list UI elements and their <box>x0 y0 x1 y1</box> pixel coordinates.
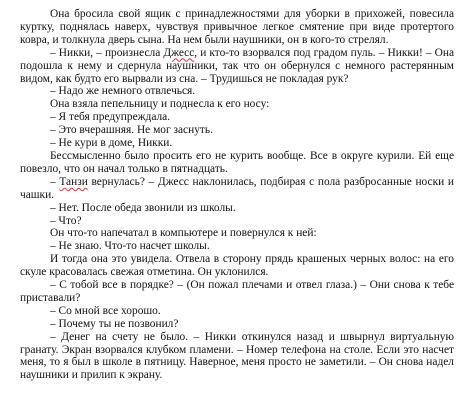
paragraph-2-start: – Никки, – произнесла <box>50 46 164 59</box>
paragraph-10: – Нет. После обеда звонили из школы. <box>50 201 236 214</box>
paragraph-14: И тогда она это увидела. Отвела в сторону прядь крашеных черных волос: на его скуле красовалась свежая отметина. Он уклонился. <box>20 253 454 279</box>
spellcheck-word: Джесс <box>163 46 195 59</box>
paragraph-16: – Со мной все хорошо. <box>50 304 161 317</box>
paragraph-13: – Не знаю. Что-то насчет школы. <box>50 240 210 253</box>
paragraph-17: – Почему ты не позвонил? <box>50 317 179 330</box>
spellcheck-word: Танзи <box>59 175 88 188</box>
paragraph-15: – С тобой все в порядке? – (Он пожал плечами и отвел глаза.) – Они снова к тебе приставали? <box>20 279 454 304</box>
paragraph-18: – Денег на счету не было. – Никки откинулся назад и швырнул виртуальную гранату. Экран взорвался клубком пламени. – Номер телефона на столе. Если это насчет меня, то я был в школе в пятницу. Наверное, меня просто не заметили. – Он снова надел наушники и прилип к экрану. <box>20 330 454 382</box>
paragraph-9 <box>20 176 454 202</box>
paragraph-7: – Не кури в доме, Никки. <box>50 137 173 150</box>
paragraph-12: Он что-то напечатал в компьютере и повернулся к ней: <box>50 227 317 240</box>
paragraph-9-rest: вернулась? – Джесс наклонилась, подбирая с пола разбросанные носки и чашки. <box>20 175 454 201</box>
paragraph-1: Она бросила свой ящик с принадлежностями для уборки в прихожей, повесила куртку, поднялась наверх, чувствуя привычное легкое смятение при виде протертого ковра, и толкнула дверь сына. На нем были наушники, он в кого-то стрелял. <box>20 8 454 46</box>
paragraph-3: – Надо же немного отвлечься. <box>50 85 196 98</box>
paragraph-2 <box>20 47 454 86</box>
paragraph-8: Бессмысленно было просить его не курить вообще. Все в округе курили. Ей еще повезло, что он начал только в пятнадцать. <box>20 149 454 175</box>
paragraph-11: – Что? <box>50 214 82 227</box>
paragraph-6: – Это вчерашняя. Не мог заснуть. <box>50 124 213 137</box>
paragraph-2-rest: , и кто-то взорвался под градом пуль. – Никки! – Она подошла к нему и сдернула наушники, так что он обернулся с немного растерянным видом, как будто его вырвали из сна. – Трудишься не покладая рук? <box>20 46 454 85</box>
paragraph-9-start: – <box>50 175 60 188</box>
paragraph-5: – Я тебя предупреждала. <box>50 111 171 124</box>
paragraph-4: Она взяла пепельницу и поднесла к его носу: <box>50 98 270 111</box>
